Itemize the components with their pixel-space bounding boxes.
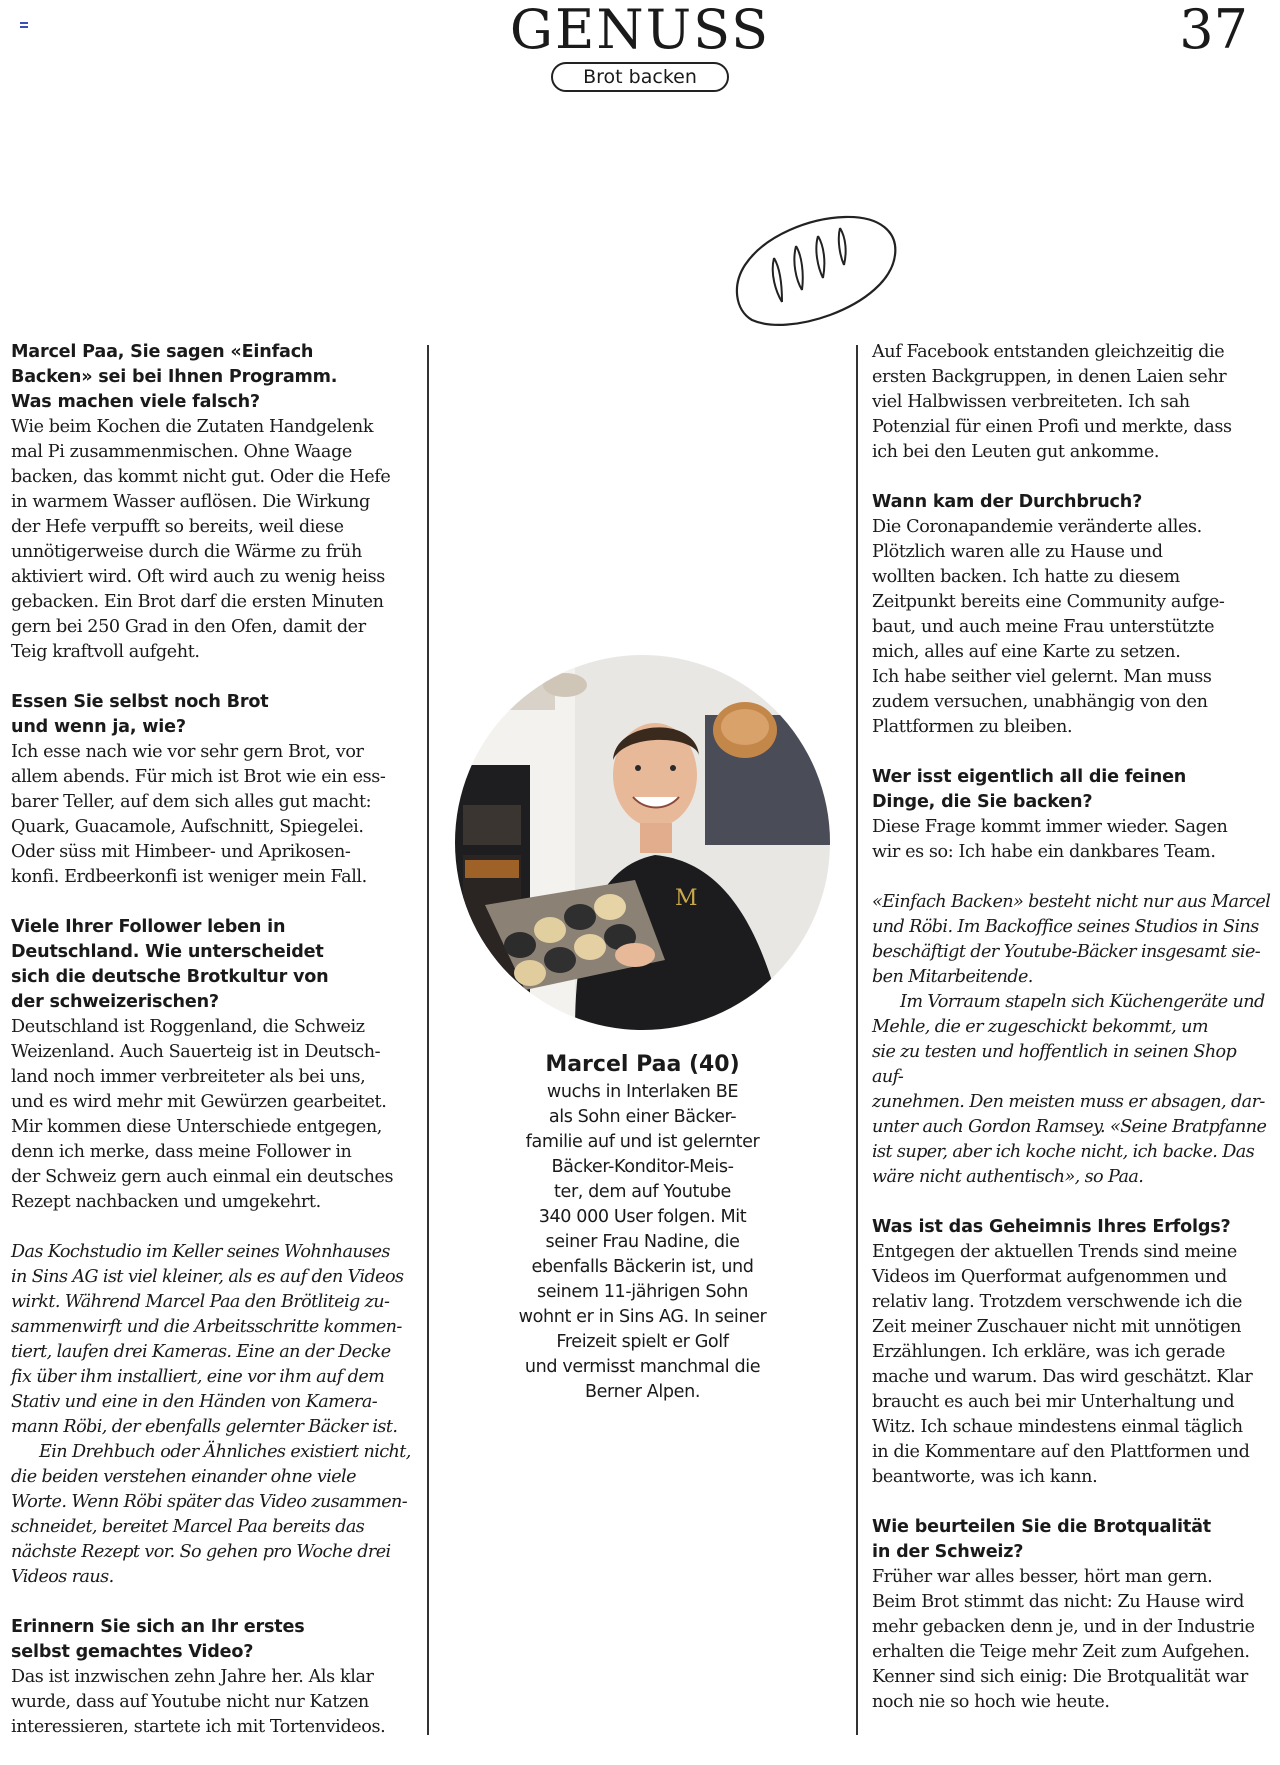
question-heading: Marcel Paa, Sie sagen «Einfach Backen» sei bei Ihnen Programm. Was machen viele falsch? — [11, 342, 338, 412]
question-heading: Viele Ihrer Follower leben in Deutschland. Wie unterscheidet sich die deutsche Brotkultur von der schweizerischen? — [11, 917, 329, 1012]
question-heading: Wann kam der Durchbruch? — [872, 492, 1143, 512]
answer-text: Ich esse nach wie vor sehr gern Brot, vor allem abends. Für mich ist Brot wie ein ess- barer Teller, auf dem sich alles gut macht: Quark, Guacamole, Aufschnitt, Spiegelei. Oder süss mit Himbeer- und Aprikosen- konfi. Erdbeerkonfi ist weniger mein Fall. — [11, 742, 386, 887]
italic-paragraph: «Einfach Backen» besteht nicht nur aus Marcel und Röbi. Im Backoffice seines Studios in Sins beschäftigt der Youtube-Bäcker insgesamt sie- ben Mitarbeitende. — [872, 892, 1271, 987]
italic-paragraph: Das Kochstudio im Keller seines Wohnhauses in Sins AG ist viel kleiner, als es auf den Videos wirkt. Während Marcel Paa den Brötliteig zu- sammenwirft und die Arbeitsschritte kommen- tiert, laufen drei Kameras. Eine an der Decke fix über ihm installiert, eine vor ihm auf dem Stativ und eine in den Händen von Kamera- mann Röbi, der ebenfalls gelernter Bäcker ist. — [11, 1242, 404, 1437]
left-column — [11, 340, 411, 1765]
section-title: GENUSS — [509, 0, 771, 61]
bread-icon — [730, 210, 900, 335]
question-heading: Erinnern Sie sich an Ihr erstes selbst gemachtes Video? — [11, 1617, 305, 1662]
answer-text: Diese Frage kommt immer wieder. Sagen wir es so: Ich habe ein dankbares Team. — [872, 817, 1228, 862]
italic-paragraph: Im Vorraum stapeln sich Küchengeräte und Mehle, die er zugeschickt bekommt, um sie zu testen und hoffentlich in seinen Shop auf- zunehmen. Den meisten muss er absagen, dar- unter auch Gordon Ramsey. «Seine Bratpfanne ist super, aber ich koche nicht, ich backe. Das wäre nicht authentisch», so Paa. — [872, 992, 1267, 1187]
answer-text: Entgegen der aktuellen Trends sind meine Videos im Querformat aufgenommen und relativ lang. Trotzdem verschwende ich die Zeit meiner Zuschauer nicht mit unnötigen Erzählungen. Ich erkläre, was ich gerade mache und warum. Das wird geschätzt. Klar braucht es auch bei mir Unterhaltung und Witz. Ich schaue mindestens einmal täglich in die Kommentare auf den Plattformen und beantworte, was ich kann. — [872, 1242, 1253, 1487]
italic-paragraph: Ein Drehbuch oder Ähnliches existiert nicht, die beiden verstehen einander ohne viele Worte. Wenn Röbi später das Video zusammen- schneidet, bereitet Marcel Paa bereits das nächste Rezept vor. So gehen pro Woche drei Videos raus. — [11, 1442, 411, 1587]
column-rule-right — [856, 345, 858, 1735]
right-column — [872, 340, 1272, 1740]
answer-text: Das ist inzwischen zehn Jahre her. Als klar wurde, dass auf Youtube nicht nur Katzen interessieren, startete ich mit Tortenvideos. — [11, 1667, 386, 1737]
photo-caption: Marcel Paa (40) wuchs in Interlaken BE als Sohn einer Bäcker- familie auf und ist gelernter Bäcker-Konditor-Meis- ter, dem auf Youtube 340 000 User folgen. Mit seiner Frau Nadine, die ebenfalls Bäckerin ist, und seinem 11-jährigen Sohn wohnt er in Sins AG. In seiner Freizeit spielt er Golf und vermisst manchmal die Berner Alpen. — [490, 1050, 795, 1405]
caption-name: Marcel Paa (40) — [545, 1052, 740, 1077]
portrait-photo — [455, 655, 830, 1030]
svg-text:M: M — [675, 886, 698, 911]
page-number: 37 — [1179, 0, 1248, 61]
masthead — [0, 0, 1280, 100]
answer-text: Die Coronapandemie veränderte alles. Plötzlich waren alle zu Hause und wollten backen. Ich hatte zu diesem Zeitpunkt bereits eine Community aufge- baut, und auch meine Frau unterstützte mich, alles auf eine Karte zu setzen. Ich habe seither viel gelernt. Man muss zudem versuchen, unabhängig von den Plattformen zu bleiben. — [872, 517, 1225, 737]
question-heading: Wer isst eigentlich all die feinen Dinge, die Sie backen? — [872, 767, 1187, 812]
question-heading: Was ist das Geheimnis Ihres Erfolgs? — [872, 1217, 1231, 1237]
answer-text: Früher war alles besser, hört man gern. Beim Brot stimmt das nicht: Zu Hause wird mehr gebacken denn je, und in der Industrie erhalten die Teige mehr Zeit zum Aufgehen. Kenner sind sich einig: Die Brotqualität war noch nie so hoch wie heute. — [872, 1567, 1255, 1712]
section-tag: Brot backen — [551, 62, 729, 92]
answer-text: Deutschland ist Roggenland, die Schweiz Weizenland. Auch Sauerteig ist in Deutsch- land noch immer verbreiteter als bei uns, und es wird mehr mit Gewürzen gearbeitet. Mir kommen diese Unterschiede entgegen, denn ich merke, dass meine Follower in der Schweiz gern auch einmal ein deutsches Rezept nachbacken und umgekehrt. — [11, 1017, 394, 1212]
question-heading: Wie beurteilen Sie die Brotqualität in der Schweiz? — [872, 1517, 1211, 1562]
answer-text: Auf Facebook entstanden gleichzeitig die ersten Backgruppen, in denen Laien sehr viel Halbwissen verbreiteten. Ich sah Potenzial für einen Profi und merkte, dass ich bei den Leuten gut ankomme. — [872, 342, 1232, 462]
question-heading: Essen Sie selbst noch Brot und wenn ja, wie? — [11, 692, 269, 737]
column-rule-left — [427, 345, 429, 1735]
answer-text: Wie beim Kochen die Zutaten Handgelenk mal Pi zusammenmischen. Ohne Waage backen, das kommt nicht gut. Oder die Hefe in warmem Wasser auflösen. Die Wirkung der Hefe verpufft so bereits, weil diese unnötigerweise durch die Wärme zu früh aktiviert wird. Oft wird auch zu wenig heiss gebacken. Ein Brot darf die ersten Minuten gern bei 250 Grad in den Ofen, damit der Teig kraftvoll aufgeht. — [11, 417, 391, 662]
